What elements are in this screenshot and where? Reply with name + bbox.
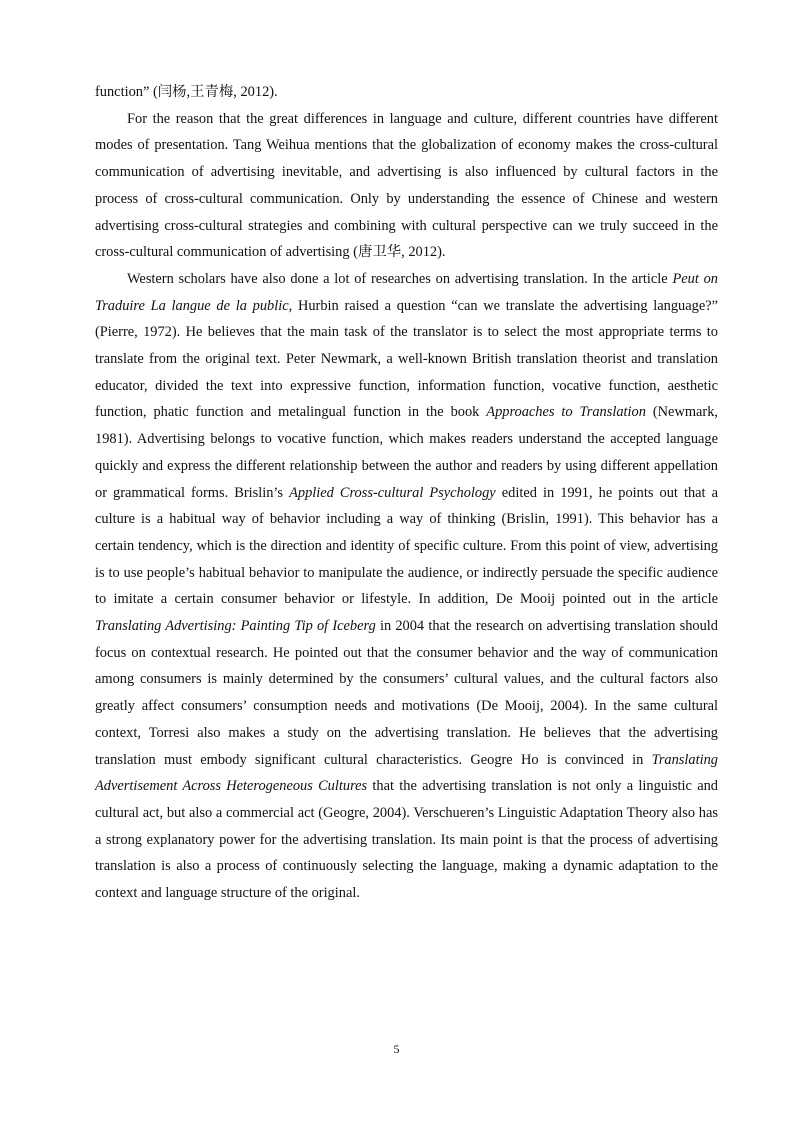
- book-title-peut-on-traduire: Peut on Traduire La langue de la public: [95, 270, 718, 314]
- text-segment: For the reason that the great differences in language and culture, different countries have different modes of presentation. Tang Weihua mentions that the globalization of economy makes the cross-cultural communication of advertising inevitable, and advertising is also influenced by cultural factors in the process of cross-cultural communication. Only by understanding the essence of Chinese and western advertising cross-cultural strategies and combining with cultural perspective can we truly succeed in the cross-cultural communication of advertising (唐卫华, 2012).: [95, 110, 718, 261]
- article-title-translating-advertising: Translating Advertising: Painting Tip of Iceberg: [95, 618, 376, 635]
- book-title-translating-advertisement: Translating Advertisement Across Heterogeneous Cultures: [95, 751, 718, 795]
- document-body: [95, 79, 718, 907]
- text-segment: that the advertising translation is not only a linguistic and cultural act, but also a commercial act (Geogre, 2004). Verschueren’s Linguistic Adaptation Theory also has a strong explanatory power for the advertising translation. Its main point is that the process of advertising translation is also a process of continuously selecting the language, making a dynamic adaptation to the context and language structure of the original.: [95, 778, 718, 902]
- paragraph-continuation: [95, 79, 718, 106]
- text-segment: in 2004 that the research on advertising translation should focus on contextual research. He pointed out that the consumer behavior and the way of communication among consumers is mainly determined by the consumers’ cultural values, and the cultural factors also greatly affect consumers’ consumption needs and motivations (De Mooij, 2004). In the same cultural context, Torresi also makes a study on the advertising translation. He believes that the advertising translation must embody significant cultural characteristics. Geogre Ho is convinced in: [95, 618, 718, 768]
- text-segment: function” (闫杨,王青梅, 2012).: [95, 84, 278, 100]
- paragraph-tang-weihua: [95, 106, 718, 266]
- page-number: 5: [393, 1042, 400, 1056]
- text-segment: , Hurbin raised a question “can we translate the advertising language?” (Pierre, 1972). He believes that the main task of the translator is to select the most appropriate terms to translate from the original text. Peter Newmark, a well-known British translation theorist and translation educator, divided the text into expressive function, information function, vocative function, aesthetic function, phatic function and metalingual function in the book: [95, 297, 718, 421]
- book-title-applied-cross-cultural-psychology: Applied Cross-cultural Psychology: [289, 484, 496, 501]
- paragraph-western-scholars: [95, 266, 718, 907]
- text-segment: Western scholars have also done a lot of researches on advertising translation. In the article: [127, 270, 673, 287]
- text-segment: (Newmark, 1981). Advertising belongs to vocative function, which makes readers understand the accepted language quickly and express the different relationship between the author and readers by using different appellation or grammatical forms. Brislin’s: [95, 404, 718, 501]
- book-title-approaches-to-translation: Approaches to Translation: [486, 404, 646, 421]
- text-segment: edited in 1991, he points out that a culture is a habitual way of behavior including a way of thinking (Brislin, 1991). This behavior has a certain tendency, which is the direction and identity of specific culture. From this point of view, advertising is to use people’s habitual behavior to manipulate the audience, or indirectly persuade the specific audience to imitate a certain consumer behavior or lifestyle. In addition, De Mooij pointed out in the article: [95, 484, 718, 608]
